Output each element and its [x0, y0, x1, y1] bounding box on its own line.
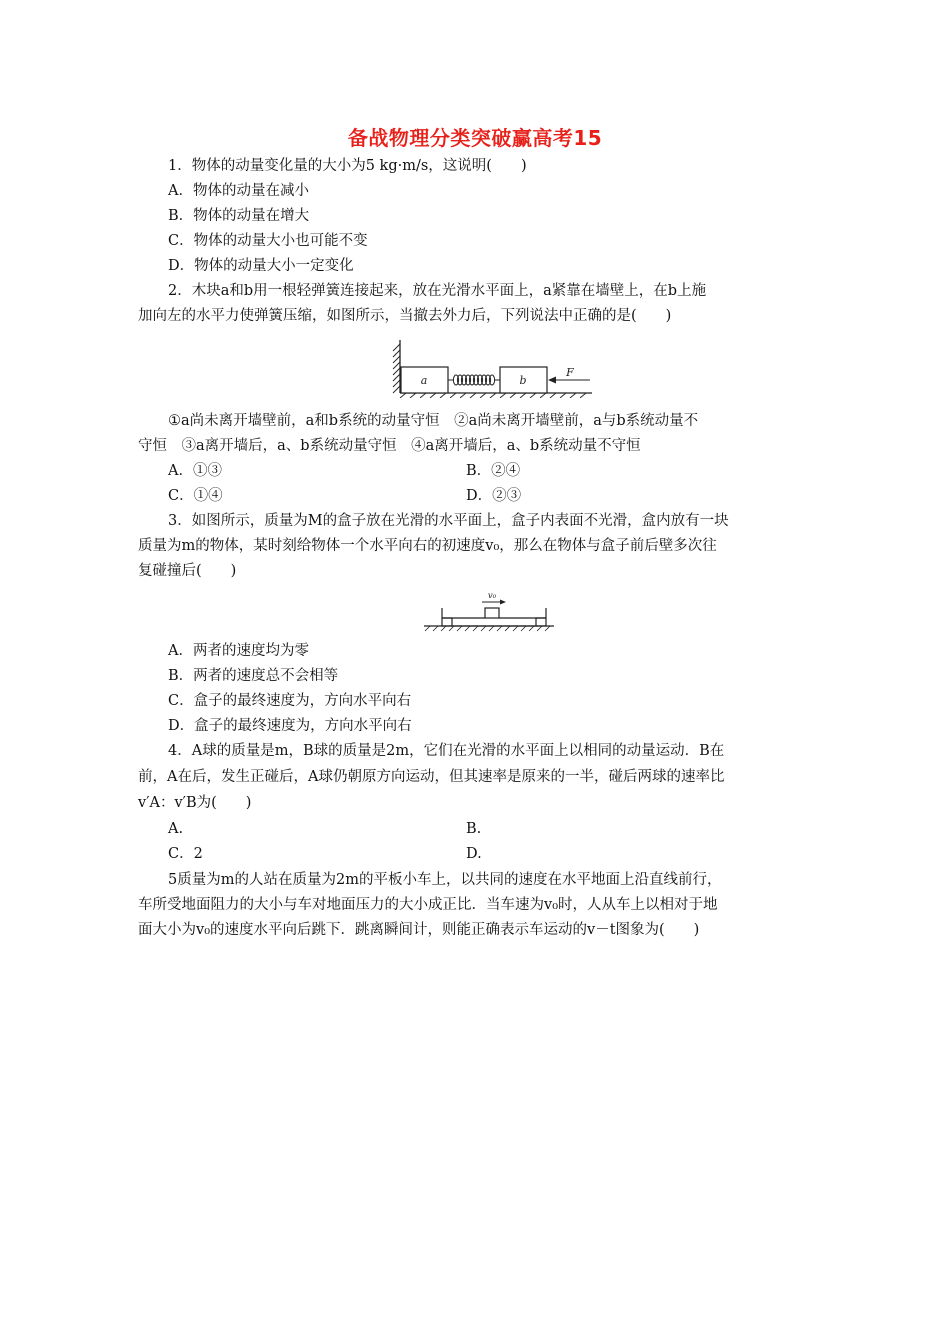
force-label: F — [566, 366, 574, 379]
q3-stem-line3: 复碰撞后( ) — [138, 563, 237, 579]
q5-stem-line3: 面大小为v₀的速度水平向后跳下．跳离瞬间计，则能正确表示车运动的v－t图象为( ) — [138, 922, 700, 938]
q3-option-b: B．两者的速度总不会相等 — [168, 668, 339, 684]
q2-option-a: A．①③ — [168, 463, 222, 479]
q4-option-d: D. — [466, 846, 482, 862]
page-title: 备战物理分类突破赢高考15 — [347, 126, 603, 150]
q4-option-a: A. — [168, 821, 184, 837]
q2-spring-figure — [390, 336, 596, 398]
q2-stem-line1: 2．木块a和b用一根轻弹簧连接起来，放在光滑水平面上，a紧靠在墙壁上，在b上施 — [168, 283, 707, 299]
q5-stem-line1: 5质量为m的人站在质量为2m的平板小车上，以共同的速度在水平地面上沿直线前行， — [168, 872, 722, 888]
q5-stem-line2: 车所受地面阻力的大小与车对地面压力的大小成正比．当车速为v₀时，人从车上以相对于地 — [138, 897, 718, 913]
q4-stem-line3: v′A：v′B为( ) — [138, 795, 252, 811]
q3-option-c: C．盒子的最终速度为，方向水平向右 — [168, 693, 412, 709]
q4-option-b: B. — [466, 821, 482, 837]
block-a-label: a — [420, 374, 428, 387]
q4-stem-line2: 前，A在后，发生正碰后，A球仍朝原方向运动，但其速率是原来的一半，碰后两球的速率比 — [138, 769, 725, 785]
q2-statements-line1: ①a尚未离开墙壁前，a和b系统的动量守恒 ②a尚未离开墙壁前，a与b系统动量不 — [168, 413, 699, 429]
block-b-label: b — [519, 374, 527, 387]
q3-box-figure — [422, 588, 556, 634]
q3-option-d: D．盒子的最终速度为，方向水平向右 — [168, 718, 412, 734]
q2-option-b: B．②④ — [466, 463, 521, 479]
q2-option-d: D．②③ — [466, 488, 522, 504]
velocity-label: v₀ — [487, 591, 497, 601]
q2-statements-line2: 守恒 ③a离开墙后，a、b系统动量守恒 ④a离开墙后，a、b系统动量不守恒 — [138, 438, 641, 454]
q2-stem-line2: 加向左的水平力使弹簧压缩，如图所示，当撤去外力后，下列说法中正确的是( ) — [138, 308, 672, 324]
q1-stem: 1．物体的动量变化量的大小为5 kg·m/s，这说明( ) — [168, 158, 527, 174]
q1-option-b: B．物体的动量在增大 — [168, 208, 310, 224]
q4-stem-line1: 4．A球的质量是m，B球的质量是2m，它们在光滑的水平面上以相同的动量运动．B在 — [168, 743, 725, 759]
q1-option-d: D．物体的动量大小一定变化 — [168, 258, 354, 274]
q2-option-c: C．①④ — [168, 488, 223, 504]
q1-option-a: A．物体的动量在减小 — [168, 183, 309, 199]
q1-option-c: C．物体的动量大小也可能不变 — [168, 233, 368, 249]
q3-stem-line2: 质量为m的物体，某时刻给物体一个水平向右的初速度v₀，那么在物体与盒子前后壁多次往 — [138, 538, 717, 554]
q4-option-c: C．2 — [168, 846, 203, 862]
q3-option-a: A．两者的速度均为零 — [168, 643, 309, 659]
q3-stem-line1: 3．如图所示，质量为M的盒子放在光滑的水平面上，盒子内表面不光滑，盒内放有一块 — [168, 513, 729, 529]
